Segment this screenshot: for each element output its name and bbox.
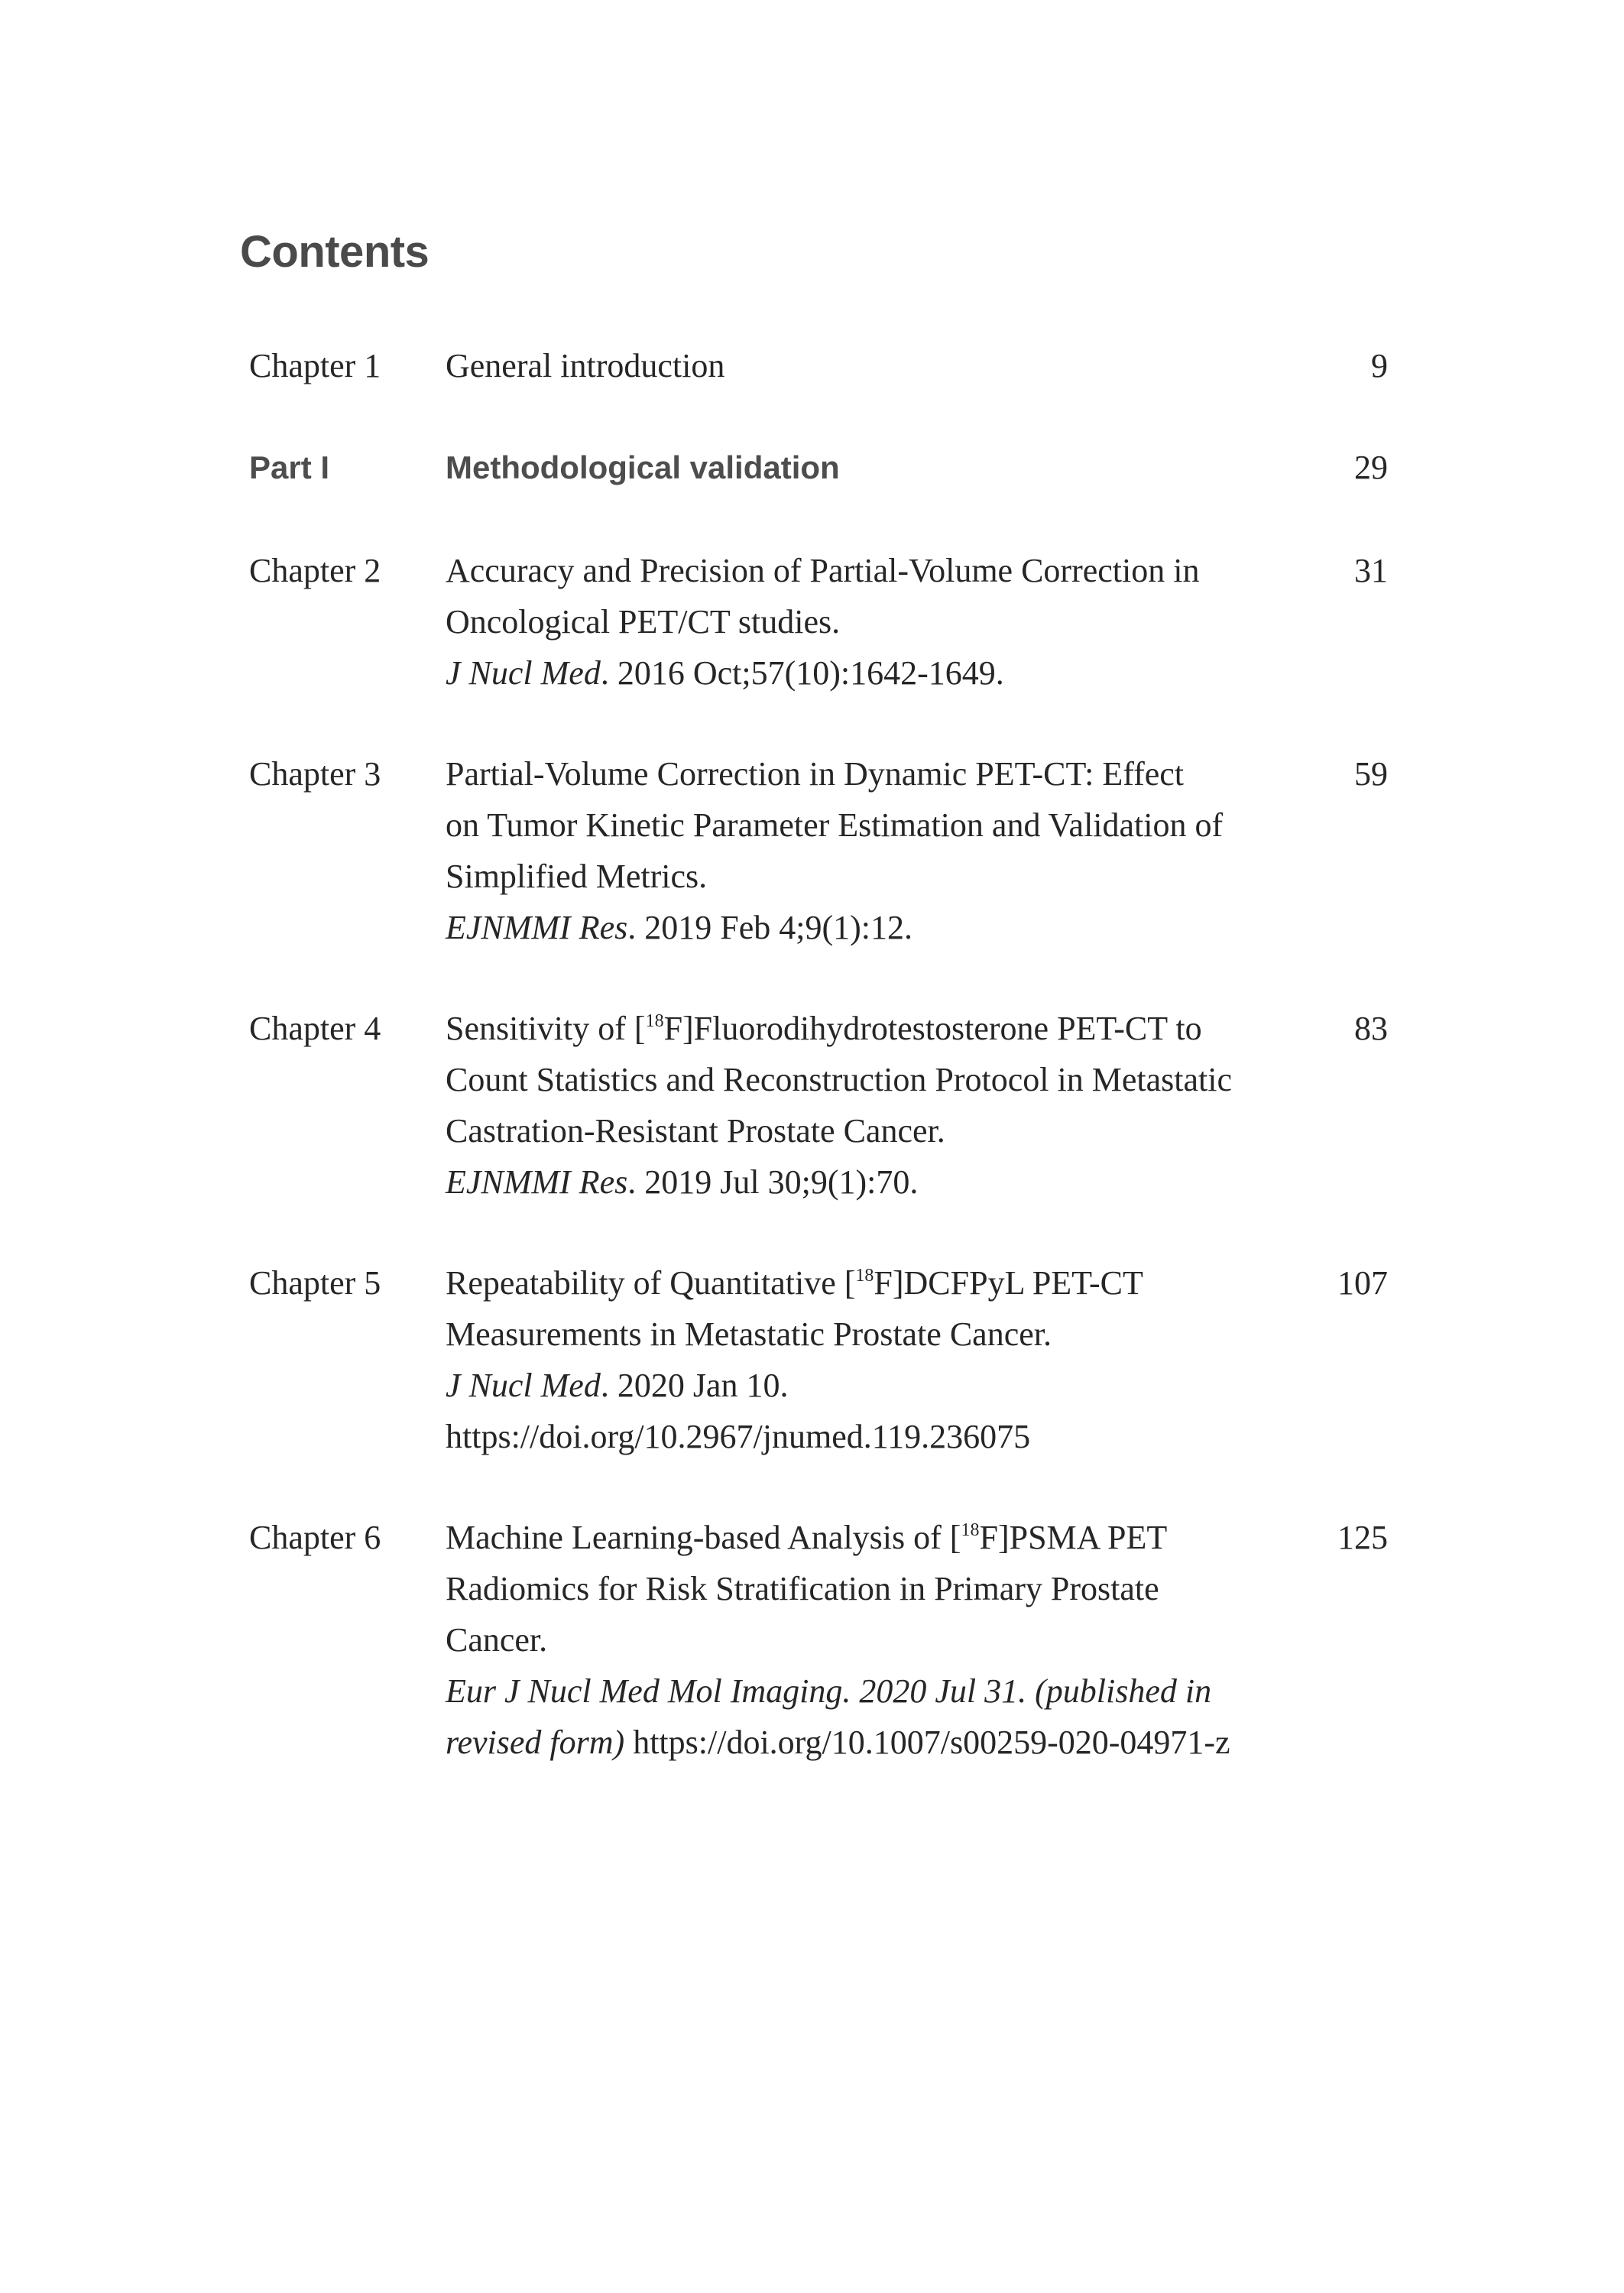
journal-name: EJNMMI Res — [446, 1163, 628, 1201]
entry-body — [446, 1512, 1286, 1768]
page-number: 83 — [1354, 1010, 1388, 1047]
citation-details: . 2016 Oct;57(10):1642-1649. — [600, 654, 1004, 692]
citation-details: . 2019 Feb 4;9(1):12. — [627, 909, 913, 946]
entry-body — [446, 748, 1286, 953]
entry-title: General introduction — [446, 347, 725, 384]
entry-label: Chapter 6 — [249, 1519, 381, 1556]
title-text: F]DCFPyL PET-CT — [874, 1264, 1143, 1302]
entry-title-line: Measurements in Metastatic Prostate Cancer. — [446, 1315, 1052, 1353]
entry-label: Chapter 5 — [249, 1264, 381, 1302]
entry-citation — [446, 1717, 1286, 1768]
entry-title-line: Cancer. — [446, 1621, 548, 1659]
entry-title-line — [446, 1003, 1286, 1054]
entry-citation — [446, 902, 1286, 953]
entry-citation — [446, 1156, 1286, 1208]
entry-title-line — [446, 1257, 1286, 1309]
entry-title-line: Accuracy and Precision of Partial-Volume Correction in — [446, 552, 1200, 589]
page-number: 9 — [1371, 347, 1388, 384]
entry-title-line: Count Statistics and Reconstruction Protocol in Metastatic — [446, 1061, 1232, 1098]
entry-label: Chapter 2 — [249, 552, 381, 589]
entry-title-line: Castration-Resistant Prostate Cancer. — [446, 1112, 945, 1150]
page-number: 29 — [1354, 449, 1388, 486]
part-label: Part I — [249, 449, 330, 485]
page-number: 59 — [1354, 755, 1388, 793]
page-number: 107 — [1337, 1264, 1388, 1302]
entry-title-line: on Tumor Kinetic Parameter Estimation and Validation of — [446, 806, 1224, 844]
citation-details: . 2019 Jul 30;9(1):70. — [627, 1163, 919, 1201]
title-text: Repeatability of Quantitative [ — [446, 1264, 856, 1302]
title-text: Sensitivity of [ — [446, 1010, 646, 1047]
entry-citation — [446, 1360, 1286, 1411]
entry-body — [446, 1257, 1286, 1462]
entry-label: Chapter 3 — [249, 755, 381, 793]
page-title: Contents — [240, 227, 430, 277]
isotope-superscript: 18 — [855, 1266, 874, 1286]
entry-title-line: Radiomics for Risk Stratification in Primary Prostate — [446, 1570, 1159, 1607]
entry-body — [446, 442, 1286, 493]
entry-label: Chapter 4 — [249, 1010, 381, 1047]
doi-link[interactable]: https://doi.org/10.1007/s00259-020-04971-z — [633, 1724, 1230, 1761]
entry-citation: Eur J Nucl Med Mol Imaging. 2020 Jul 31. (published in — [446, 1672, 1212, 1710]
entry-body — [446, 545, 1286, 699]
part-title: Methodological validation — [446, 449, 840, 485]
entry-title-line: Partial-Volume Correction in Dynamic PET-CT: Effect — [446, 755, 1185, 793]
entry-citation — [446, 647, 1286, 699]
journal-name: J Nucl Med — [446, 1367, 601, 1404]
journal-name: J Nucl Med — [446, 654, 601, 692]
title-text: F]PSMA PET — [979, 1519, 1168, 1556]
citation-note: revised form) — [446, 1724, 625, 1761]
entry-title-line: Simplified Metrics. — [446, 858, 708, 895]
entry-body — [446, 340, 1286, 391]
entry-title-line: Oncological PET/CT studies. — [446, 603, 841, 641]
entry-title-line — [446, 1512, 1286, 1563]
title-text: Machine Learning-based Analysis of [ — [446, 1519, 961, 1556]
journal-name: EJNMMI Res — [446, 909, 628, 946]
doi-link[interactable]: https://doi.org/10.2967/jnumed.119.236075 — [446, 1418, 1031, 1455]
isotope-superscript: 18 — [645, 1011, 664, 1031]
entry-body — [446, 1003, 1286, 1208]
page-number: 31 — [1354, 552, 1388, 589]
citation-details: . 2020 Jan 10. — [600, 1367, 789, 1404]
title-text: F]Fluorodihydrotestosterone PET-CT to — [663, 1010, 1202, 1047]
isotope-superscript: 18 — [961, 1520, 980, 1540]
entry-label: Chapter 1 — [249, 347, 381, 384]
page-number: 125 — [1337, 1519, 1388, 1556]
